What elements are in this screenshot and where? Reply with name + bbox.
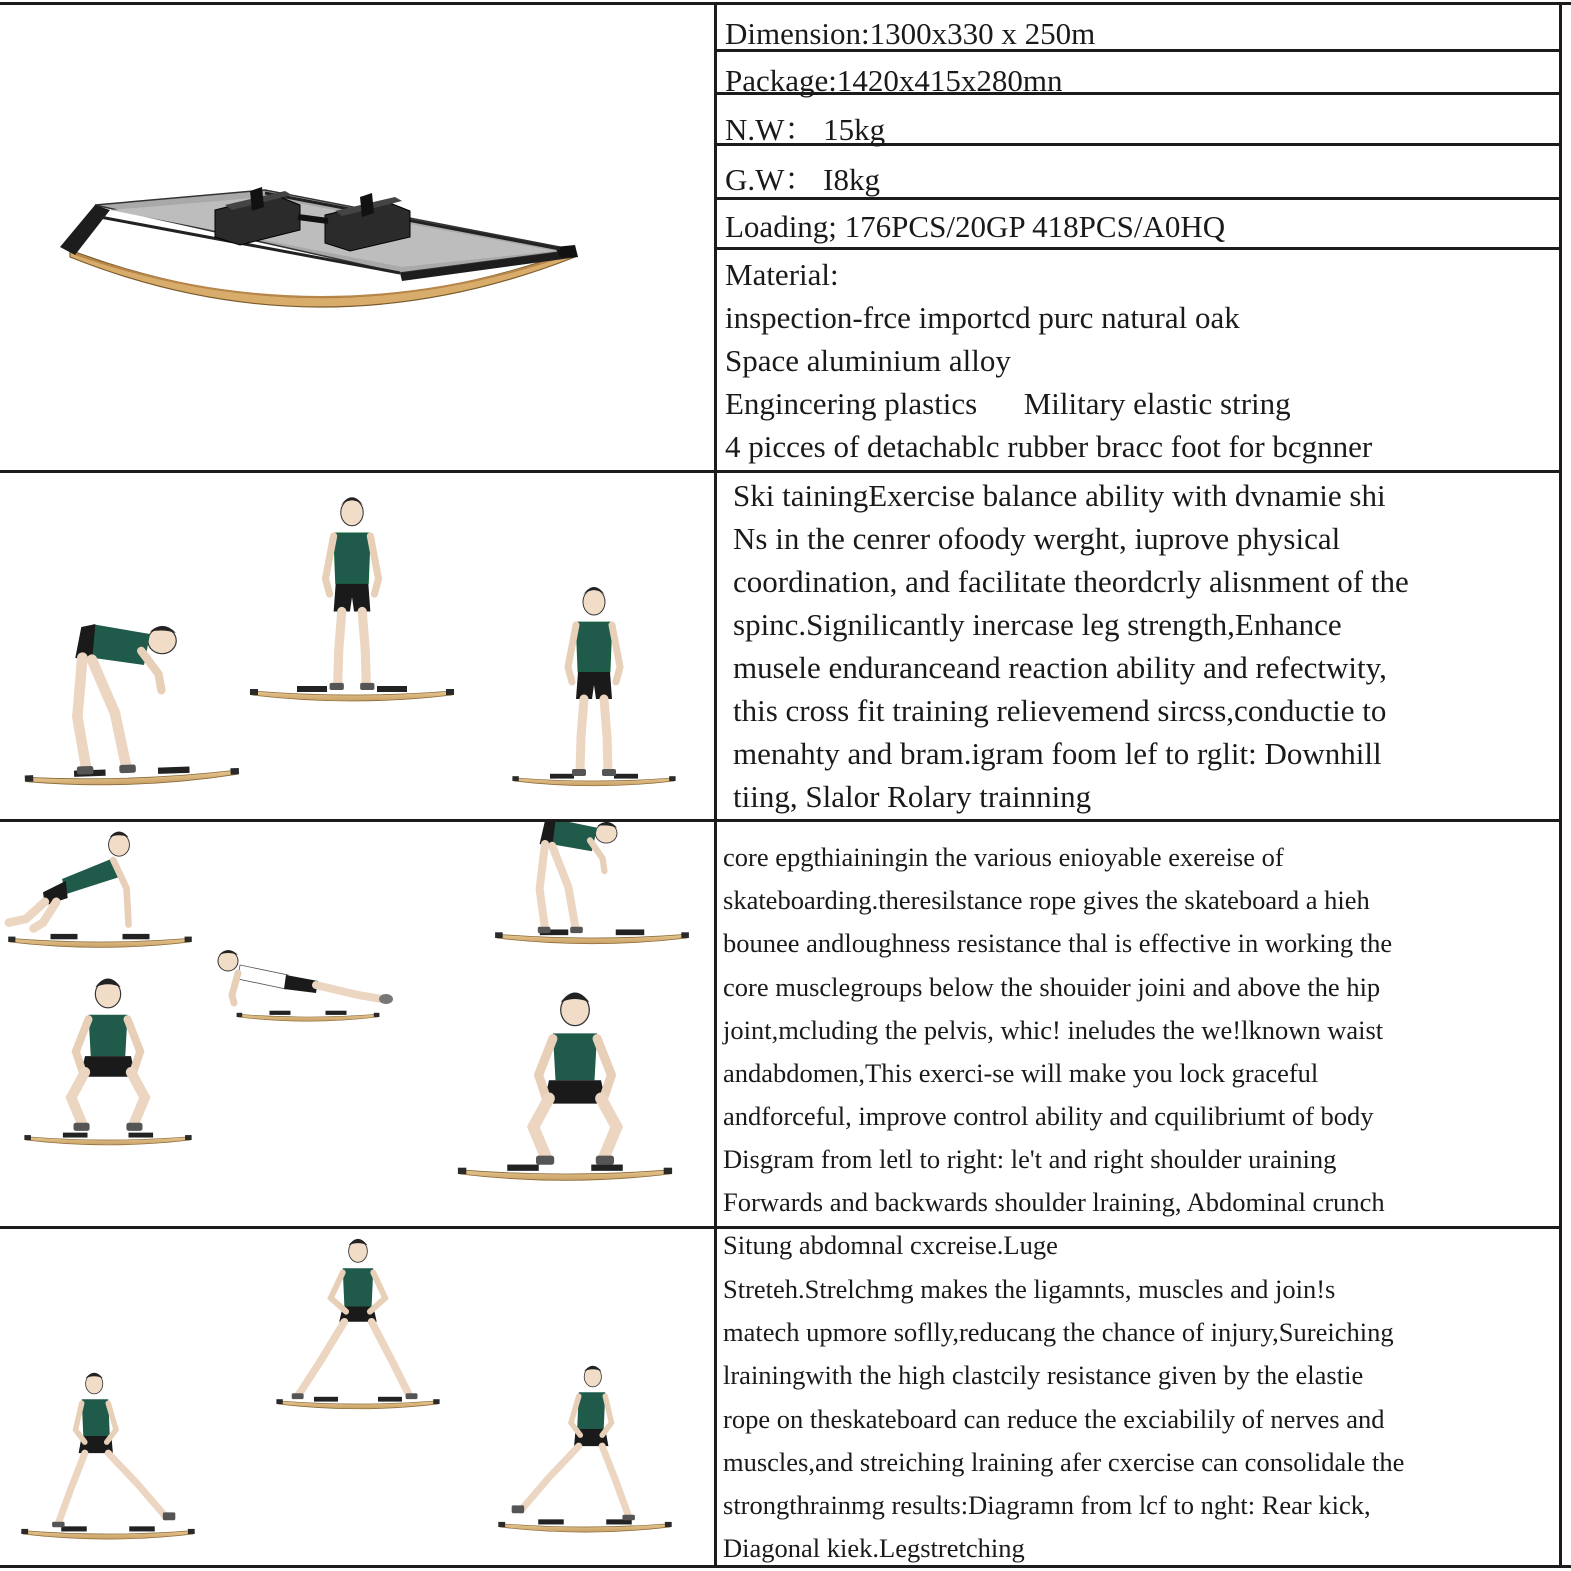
core-training-line: skateboarding.theresilstance rope gives the skateboard a hieh [723, 885, 1370, 915]
core-training-line: andforceful, improve control ability and cquilibriumt of body [723, 1101, 1374, 1131]
stretch-training-line: Diagonal kiek.Legstretching [723, 1533, 1025, 1563]
core-training-line: joint,mcluding the pelvis, whic! ineludes the we!lknown waist [723, 1015, 1384, 1045]
stretch-training-line: lrainingwith the high clastcily resistance given by the elastie [723, 1360, 1364, 1390]
figure-rotary [512, 587, 675, 786]
spec-material-line: inspection-frce importcd purc natural oak [725, 300, 1240, 335]
ski-training-figures [0, 473, 714, 819]
figure-shoulder-left-right [8, 832, 192, 948]
spec-loading: Loading; 176PCS/20GP 418PCS/A0HQ [725, 209, 1226, 244]
core-training-line: core musclegroups below the shouider joini and above the hip [723, 972, 1381, 1002]
stretch-training-figures [0, 1229, 714, 1565]
figure-slalom [20, 619, 240, 788]
spec-net-weight: N.W： 15kg [725, 112, 886, 147]
stretch-training-line: Situng abdomnal cxcreise.Luge [723, 1230, 1058, 1260]
table-column-divider [714, 2, 717, 1568]
figure-leg-stretching [276, 1239, 439, 1409]
stretch-training-line: muscles,and streiching lraining afer cxercise can consolidale the [723, 1447, 1405, 1477]
stretch-training-line: Streteh.Strelchmg makes the ligamnts, muscles and join!s [723, 1274, 1336, 1304]
figure-sitting-abdominal [24, 978, 191, 1144]
core-training-line: core epgthiainingin the various enioyable exereise of [723, 842, 1284, 872]
product-photo [0, 5, 714, 470]
slide-board-product-image [0, 5, 714, 470]
spec-dimension: Dimension:1300x330 x 250m [725, 16, 1096, 51]
ski-training-illustrations [0, 473, 714, 819]
spec-material-line: Space aluminium alloy [725, 343, 1011, 378]
ski-training-line: this cross fit training relievemend sircss,conductie to [733, 693, 1387, 728]
spec-material-line: 4 picces of detachablc rubber bracc foot for bcgnner [725, 429, 1373, 464]
core-training-line: Disgram from letl to right: le't and right shoulder uraining [723, 1144, 1337, 1174]
ski-training-line: coordination, and facilitate theordcrly alisnment of the [733, 564, 1409, 599]
stretch-training-line: matech upmore soflly,reducang the chance of injury,Sureiching [723, 1317, 1394, 1347]
ski-training-line: Ski tainingExercise balance ability with dvnamie shi [733, 478, 1386, 513]
core-training-illustrations [0, 822, 714, 1226]
stretch-training-line: strongthrainmg results:Diagramn from lcf to nght: Rear kick, [723, 1490, 1371, 1520]
figure-shoulder-forward [495, 822, 689, 944]
core-training-line: bounee andloughness resistance thal is effective in working the [723, 928, 1393, 958]
spec-material-line: Engincering plastics Military elastic string [725, 386, 1291, 421]
core-training-line: Forwards and backwards shoulder lraining, Abdominal crunch [723, 1187, 1385, 1217]
figure-rear-kick [21, 1373, 194, 1539]
figure-abdominal-crunch [218, 950, 393, 1021]
ski-training-line: tiing, Slalor Rolary trainning [733, 779, 1092, 814]
figure-luge [458, 992, 672, 1180]
core-training-line: andabdomen,This exerci-se will make you lock graceful [723, 1058, 1319, 1088]
table-border-right [1559, 2, 1562, 1568]
ski-training-line: Ns in the cenrer ofoody werght, iuprove physical [733, 521, 1341, 556]
figure-diagonal-kick [498, 1366, 671, 1532]
ski-training-line: spinc.Signilicantly inercase leg strength,Enhance [733, 607, 1342, 642]
ski-training-line: musele enduranceand reaction ability and refectwity, [733, 650, 1387, 685]
stretch-training-illustrations [0, 1229, 714, 1565]
spec-gross-weight: G.W： I8kg [725, 162, 880, 197]
spec-material-heading: Material: [725, 257, 839, 292]
core-training-figures [0, 822, 714, 1226]
ski-training-line: menahty and bram.igram foom lef to rglit: Downhill [733, 736, 1382, 771]
figure-downhill [250, 497, 454, 701]
spec-package: Package:1420x415x280mn [725, 63, 1063, 98]
stretch-training-line: rope on theskateboard can reduce the exciabilily of nerves and [723, 1404, 1385, 1434]
